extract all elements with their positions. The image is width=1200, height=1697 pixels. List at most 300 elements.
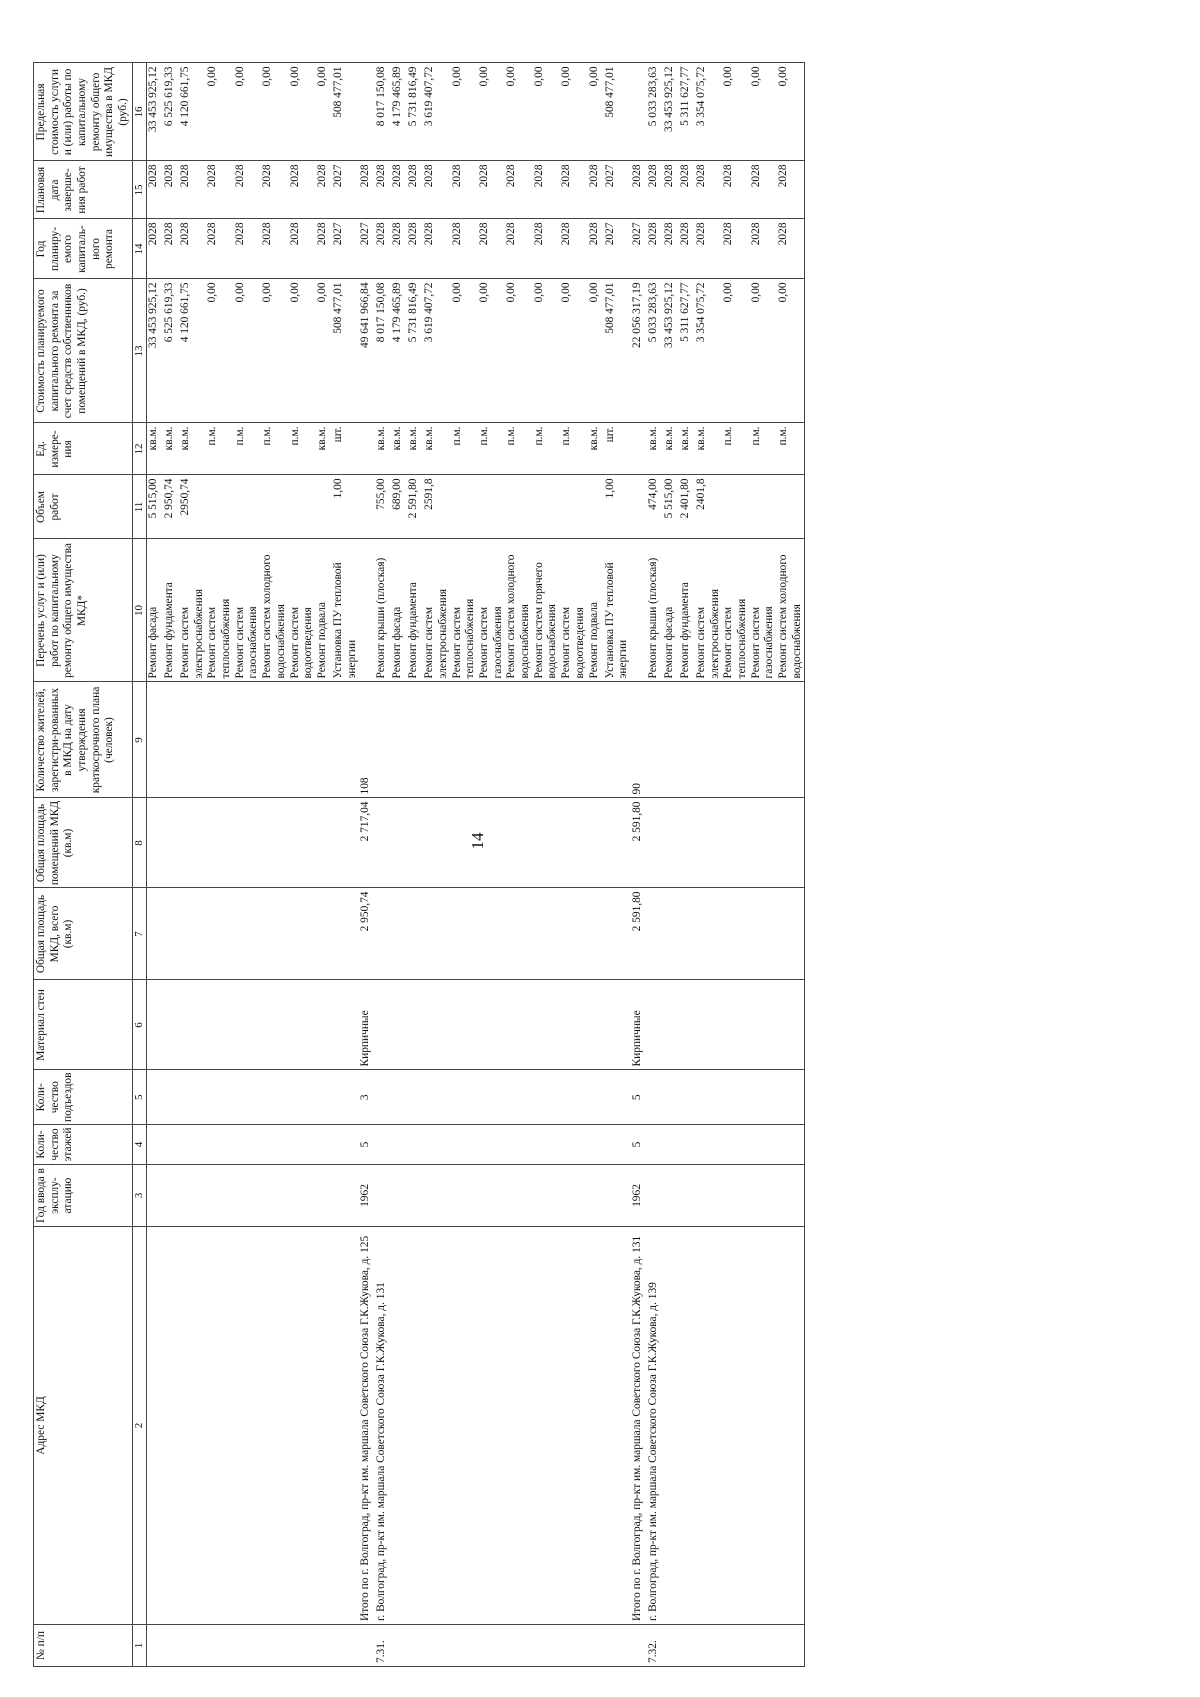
cell-residents: 108 [359, 682, 375, 798]
table-row [777, 63, 805, 1667]
cell-wall-material [663, 980, 679, 1070]
cell-limit-cost: 0,00 [560, 63, 587, 161]
cell-wall-material [206, 980, 233, 1070]
cell-work-volume: 2401,8 [695, 475, 722, 539]
cell-wall-material [332, 980, 359, 1070]
cell-repair-year: 2028 [206, 219, 233, 279]
cell-residents [560, 682, 587, 798]
cell-planned-cost: 0,00 [316, 279, 332, 423]
cell-floors [777, 1125, 805, 1165]
cell-row-number [604, 1625, 631, 1667]
table-row [234, 63, 261, 1667]
cell-row-number: 7.32. [647, 1625, 663, 1667]
table-row [679, 63, 695, 1667]
col-number: 10 [132, 539, 146, 682]
cell-end-date: 2028 [695, 161, 722, 219]
cell-repair-year: 2027 [359, 219, 375, 279]
cell-entrances [604, 1070, 631, 1125]
cell-unit: шт. [604, 423, 631, 475]
cell-end-date: 2028 [588, 161, 604, 219]
cell-entrances [505, 1070, 532, 1125]
cell-work-volume: 689,00 [391, 475, 407, 539]
cell-total-area [451, 888, 478, 980]
table-row [316, 63, 332, 1667]
cell-entrances [179, 1070, 206, 1125]
cell-total-area [375, 888, 391, 980]
table-row [423, 63, 450, 1667]
cell-work-volume: 2 950,74 [163, 475, 179, 539]
cell-planned-cost: 4 120 661,75 [179, 279, 206, 423]
cell-work-volume [560, 475, 587, 539]
cell-residents [206, 682, 233, 798]
cell-row-number [533, 1625, 560, 1667]
cell-total-area [750, 888, 777, 980]
cell-total-area [533, 888, 560, 980]
cell-unit: п.м. [261, 423, 288, 475]
cell-planned-cost: 0,00 [478, 279, 505, 423]
cell-work-volume [505, 475, 532, 539]
cell-address [261, 1227, 288, 1625]
cell-limit-cost: 0,00 [289, 63, 316, 161]
cell-unit: кв.м. [179, 423, 206, 475]
cell-unit: п.м. [560, 423, 587, 475]
cell-end-date: 2028 [147, 161, 164, 219]
cell-limit-cost [631, 63, 647, 161]
cell-total-area [407, 888, 423, 980]
cell-unit: кв.м. [391, 423, 407, 475]
cell-row-number [560, 1625, 587, 1667]
cell-wall-material [647, 980, 663, 1070]
cell-planned-cost: 0,00 [588, 279, 604, 423]
cell-end-date: 2028 [722, 161, 749, 219]
table-row [451, 63, 478, 1667]
cell-year-built [560, 1165, 587, 1227]
cell-limit-cost: 0,00 [451, 63, 478, 161]
cell-floors [505, 1125, 532, 1165]
cell-wall-material [604, 980, 631, 1070]
cell-row-number [332, 1625, 359, 1667]
cell-work-volume: 474,00 [647, 475, 663, 539]
cell-premises-area [407, 798, 423, 888]
cell-work-type: Ремонт систем теплоснабжения [451, 539, 478, 682]
cell-end-date: 2028 [206, 161, 233, 219]
cell-premises-area [478, 798, 505, 888]
cell-residents [375, 682, 391, 798]
cell-repair-year: 2028 [588, 219, 604, 279]
cell-total-area [604, 888, 631, 980]
cell-unit: кв.м. [588, 423, 604, 475]
cell-premises-area [289, 798, 316, 888]
table-row [206, 63, 233, 1667]
cell-row-number [234, 1625, 261, 1667]
cell-planned-cost: 22 056 317,19 [631, 279, 647, 423]
cell-entrances [261, 1070, 288, 1125]
col-number: 11 [132, 475, 146, 539]
cell-address [777, 1227, 805, 1625]
cell-limit-cost: 0,00 [588, 63, 604, 161]
cell-unit: кв.м. [163, 423, 179, 475]
cell-row-number [451, 1625, 478, 1667]
cell-floors [391, 1125, 407, 1165]
cell-address [289, 1227, 316, 1625]
cell-year-built: 1962 [359, 1165, 375, 1227]
cell-wall-material [391, 980, 407, 1070]
cell-work-type: Ремонт фундамента [163, 539, 179, 682]
table-row [179, 63, 206, 1667]
cell-total-area [588, 888, 604, 980]
cell-planned-cost: 508 477,01 [604, 279, 631, 423]
cell-floors [451, 1125, 478, 1165]
cell-repair-year: 2028 [478, 219, 505, 279]
cell-wall-material [750, 980, 777, 1070]
cell-address [407, 1227, 423, 1625]
cell-row-number [663, 1625, 679, 1667]
cell-premises-area [647, 798, 663, 888]
cell-row-number [631, 1625, 647, 1667]
cell-wall-material [423, 980, 450, 1070]
cell-total-area [261, 888, 288, 980]
cell-premises-area [505, 798, 532, 888]
cell-premises-area [679, 798, 695, 888]
cell-repair-year: 2028 [647, 219, 663, 279]
cell-residents [647, 682, 663, 798]
cell-limit-cost: 33 453 925,12 [663, 63, 679, 161]
col-header-11: Объем работ [34, 475, 133, 539]
table-row [695, 63, 722, 1667]
cell-total-area [777, 888, 805, 980]
cell-row-number [722, 1625, 749, 1667]
cell-planned-cost: 0,00 [505, 279, 532, 423]
cell-premises-area [261, 798, 288, 888]
col-header-6: Материал стен [34, 980, 133, 1070]
cell-year-built [533, 1165, 560, 1227]
cell-limit-cost: 0,00 [750, 63, 777, 161]
table-row-address [647, 63, 663, 1667]
cell-row-number [147, 1625, 164, 1667]
cell-premises-area [316, 798, 332, 888]
col-number: 7 [132, 888, 146, 980]
cell-repair-year: 2028 [289, 219, 316, 279]
cell-residents [261, 682, 288, 798]
cell-premises-area [722, 798, 749, 888]
cell-floors [679, 1125, 695, 1165]
cell-row-number [588, 1625, 604, 1667]
cell-wall-material [505, 980, 532, 1070]
cell-premises-area: 2 717,04 [359, 798, 375, 888]
cell-residents [391, 682, 407, 798]
cell-planned-cost: 0,00 [289, 279, 316, 423]
cell-year-built [604, 1165, 631, 1227]
cell-planned-cost: 0,00 [777, 279, 805, 423]
cell-repair-year: 2028 [663, 219, 679, 279]
col-number: 14 [132, 219, 146, 279]
cell-total-area [332, 888, 359, 980]
cell-limit-cost: 0,00 [316, 63, 332, 161]
cell-floors: 5 [359, 1125, 375, 1165]
cell-end-date: 2028 [316, 161, 332, 219]
cell-work-type [359, 539, 375, 682]
cell-premises-area: 2 591,80 [631, 798, 647, 888]
cell-entrances [391, 1070, 407, 1125]
col-number: 16 [132, 63, 146, 161]
col-header-14: Год планиру-емого капиталь-ного ремонта [34, 219, 133, 279]
cell-address [423, 1227, 450, 1625]
cell-wall-material [478, 980, 505, 1070]
cell-work-type: Ремонт подвала [588, 539, 604, 682]
cell-floors [695, 1125, 722, 1165]
cell-unit: п.м. [289, 423, 316, 475]
col-header-12: Ед. измере-ния [34, 423, 133, 475]
cell-row-number [391, 1625, 407, 1667]
cell-row-number [695, 1625, 722, 1667]
cell-address [391, 1227, 407, 1625]
cell-work-volume [588, 475, 604, 539]
cell-residents [332, 682, 359, 798]
cell-work-volume: 2 401,80 [679, 475, 695, 539]
cell-residents [147, 682, 164, 798]
cell-entrances [423, 1070, 450, 1125]
cell-year-built [261, 1165, 288, 1227]
repair-plan-table [33, 62, 805, 1667]
cell-work-type: Ремонт систем водоотведения [289, 539, 316, 682]
cell-row-number [179, 1625, 206, 1667]
cell-limit-cost: 5 033 283,63 [647, 63, 663, 161]
cell-year-built [505, 1165, 532, 1227]
cell-entrances [289, 1070, 316, 1125]
cell-work-type: Ремонт систем газоснабжения [478, 539, 505, 682]
cell-year-built [695, 1165, 722, 1227]
cell-address [505, 1227, 532, 1625]
cell-total-area [179, 888, 206, 980]
cell-end-date: 2028 [375, 161, 391, 219]
cell-total-area [663, 888, 679, 980]
cell-entrances [451, 1070, 478, 1125]
cell-limit-cost: 3 354 075,72 [695, 63, 722, 161]
cell-address [695, 1227, 722, 1625]
cell-year-built [407, 1165, 423, 1227]
cell-end-date: 2028 [423, 161, 450, 219]
cell-end-date: 2028 [750, 161, 777, 219]
cell-entrances [722, 1070, 749, 1125]
cell-address: Итого по г. Волгоград, пр-кт им. маршала Советского Союза Г.К.Жукова, д. 125 [359, 1227, 375, 1625]
cell-unit: шт. [332, 423, 359, 475]
cell-limit-cost [359, 63, 375, 161]
cell-planned-cost: 0,00 [560, 279, 587, 423]
cell-work-type: Ремонт систем горячего водоснабжения [533, 539, 560, 682]
cell-unit: кв.м. [663, 423, 679, 475]
cell-end-date: 2028 [777, 161, 805, 219]
cell-work-type: Ремонт систем электроснабжения [695, 539, 722, 682]
col-header-3: Год ввода в эксплу-атацию [34, 1165, 133, 1227]
cell-planned-cost: 0,00 [750, 279, 777, 423]
cell-limit-cost: 0,00 [261, 63, 288, 161]
cell-work-volume: 2591,8 [423, 475, 450, 539]
cell-planned-cost: 5 731 816,49 [407, 279, 423, 423]
cell-residents [695, 682, 722, 798]
cell-residents [750, 682, 777, 798]
cell-entrances [316, 1070, 332, 1125]
cell-floors [560, 1125, 587, 1165]
cell-address [147, 1227, 164, 1625]
cell-work-volume [289, 475, 316, 539]
cell-floors [289, 1125, 316, 1165]
table-row [750, 63, 777, 1667]
cell-planned-cost: 0,00 [261, 279, 288, 423]
cell-address [750, 1227, 777, 1625]
cell-entrances: 5 [631, 1070, 647, 1125]
cell-floors [647, 1125, 663, 1165]
cell-row-number [261, 1625, 288, 1667]
cell-entrances [663, 1070, 679, 1125]
cell-floors [407, 1125, 423, 1165]
table-row [478, 63, 505, 1667]
cell-total-area [478, 888, 505, 980]
cell-residents [722, 682, 749, 798]
cell-work-volume [533, 475, 560, 539]
cell-unit: п.м. [206, 423, 233, 475]
cell-entrances: 3 [359, 1070, 375, 1125]
cell-end-date: 2028 [359, 161, 375, 219]
column-number-row [132, 63, 146, 1667]
cell-address [163, 1227, 179, 1625]
table-row [332, 63, 359, 1667]
cell-floors [722, 1125, 749, 1165]
cell-limit-cost: 0,00 [777, 63, 805, 161]
cell-wall-material [163, 980, 179, 1070]
cell-address [722, 1227, 749, 1625]
table-row-address [375, 63, 391, 1667]
cell-residents [679, 682, 695, 798]
cell-premises-area [663, 798, 679, 888]
cell-residents [234, 682, 261, 798]
cell-row-number [750, 1625, 777, 1667]
cell-year-built [391, 1165, 407, 1227]
cell-residents [604, 682, 631, 798]
cell-year-built: 1962 [631, 1165, 647, 1227]
cell-address [663, 1227, 679, 1625]
cell-unit: п.м. [234, 423, 261, 475]
col-number: 4 [132, 1125, 146, 1165]
table-row [604, 63, 631, 1667]
cell-work-type: Установка ПУ тепловой энергии [604, 539, 631, 682]
cell-residents [423, 682, 450, 798]
cell-wall-material [261, 980, 288, 1070]
cell-work-volume [206, 475, 233, 539]
cell-premises-area [695, 798, 722, 888]
cell-year-built [663, 1165, 679, 1227]
cell-repair-year: 2028 [722, 219, 749, 279]
cell-work-volume [777, 475, 805, 539]
cell-entrances [679, 1070, 695, 1125]
cell-unit [359, 423, 375, 475]
cell-end-date: 2028 [261, 161, 288, 219]
cell-floors: 5 [631, 1125, 647, 1165]
cell-residents [478, 682, 505, 798]
cell-work-volume: 5 515,00 [663, 475, 679, 539]
cell-total-area [234, 888, 261, 980]
cell-address: г. Волгоград, пр-кт им. маршала Советского Союза Г.К.Жукова, д. 139 [647, 1227, 663, 1625]
cell-premises-area [375, 798, 391, 888]
cell-entrances [560, 1070, 587, 1125]
cell-floors [206, 1125, 233, 1165]
cell-total-area [679, 888, 695, 980]
col-header-7: Общая площадь МКД, всего (кв.м) [34, 888, 133, 980]
cell-row-number [206, 1625, 233, 1667]
cell-floors [533, 1125, 560, 1165]
col-header-8: Общая площадь помещений МКД (кв.м) [34, 798, 133, 888]
cell-total-area [391, 888, 407, 980]
cell-address [478, 1227, 505, 1625]
table-row [163, 63, 179, 1667]
cell-limit-cost: 6 525 619,33 [163, 63, 179, 161]
cell-premises-area [777, 798, 805, 888]
cell-wall-material [451, 980, 478, 1070]
cell-repair-year: 2028 [750, 219, 777, 279]
cell-work-type: Ремонт систем газоснабжения [750, 539, 777, 682]
col-number: 8 [132, 798, 146, 888]
cell-limit-cost: 33 453 925,12 [147, 63, 164, 161]
cell-limit-cost: 4 120 661,75 [179, 63, 206, 161]
cell-premises-area [750, 798, 777, 888]
cell-residents [663, 682, 679, 798]
cell-wall-material [679, 980, 695, 1070]
cell-limit-cost: 0,00 [505, 63, 532, 161]
cell-premises-area [179, 798, 206, 888]
cell-row-number [505, 1625, 532, 1667]
cell-work-volume [316, 475, 332, 539]
cell-total-area [722, 888, 749, 980]
cell-end-date: 2027 [604, 161, 631, 219]
cell-repair-year: 2028 [451, 219, 478, 279]
cell-premises-area [604, 798, 631, 888]
cell-wall-material [588, 980, 604, 1070]
cell-residents [179, 682, 206, 798]
col-number: 5 [132, 1070, 146, 1125]
cell-planned-cost: 3 619 407,72 [423, 279, 450, 423]
cell-floors [179, 1125, 206, 1165]
cell-year-built [316, 1165, 332, 1227]
cell-repair-year: 2028 [407, 219, 423, 279]
table-row [261, 63, 288, 1667]
cell-end-date: 2028 [533, 161, 560, 219]
cell-address [560, 1227, 587, 1625]
cell-planned-cost: 508 477,01 [332, 279, 359, 423]
cell-unit: кв.м. [679, 423, 695, 475]
cell-wall-material: Кирпичные [631, 980, 647, 1070]
cell-limit-cost: 0,00 [234, 63, 261, 161]
cell-wall-material [147, 980, 164, 1070]
cell-wall-material [316, 980, 332, 1070]
cell-planned-cost: 0,00 [234, 279, 261, 423]
cell-repair-year: 2028 [391, 219, 407, 279]
cell-work-type: Ремонт систем теплоснабжения [206, 539, 233, 682]
cell-row-number [289, 1625, 316, 1667]
cell-entrances [375, 1070, 391, 1125]
cell-premises-area [533, 798, 560, 888]
cell-premises-area [332, 798, 359, 888]
cell-row-number [478, 1625, 505, 1667]
cell-wall-material [179, 980, 206, 1070]
cell-floors [750, 1125, 777, 1165]
cell-work-volume [451, 475, 478, 539]
cell-floors [663, 1125, 679, 1165]
cell-work-type: Ремонт фундамента [407, 539, 423, 682]
cell-planned-cost: 33 453 925,12 [663, 279, 679, 423]
cell-residents [451, 682, 478, 798]
cell-planned-cost: 5 033 283,63 [647, 279, 663, 423]
cell-repair-year: 2027 [604, 219, 631, 279]
cell-limit-cost: 5 731 816,49 [407, 63, 423, 161]
